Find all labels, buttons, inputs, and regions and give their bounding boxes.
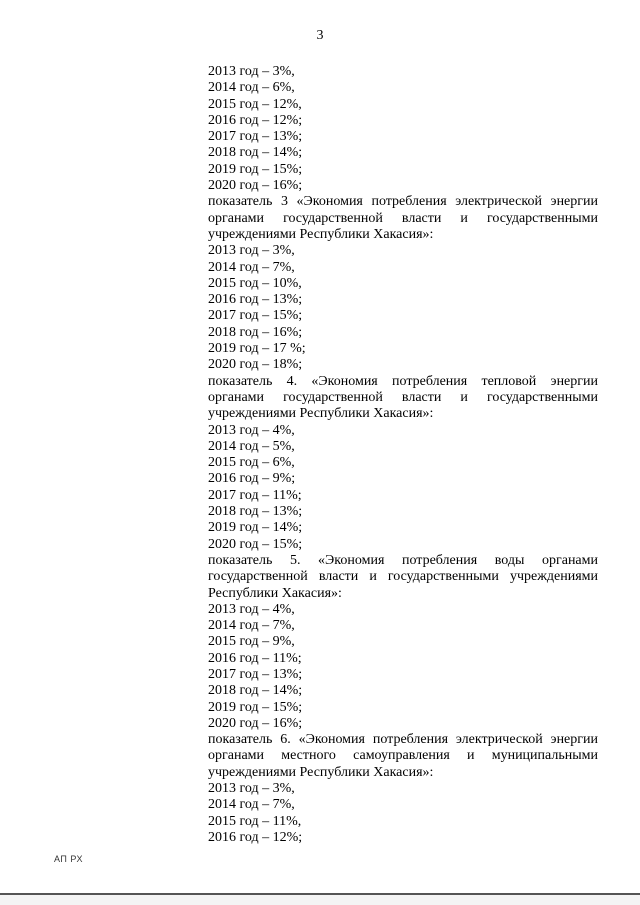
- year-value: 2013 год – 3%,: [208, 64, 295, 79]
- year-value: 2017 год – 13%;: [208, 666, 303, 682]
- year-value: 2014 год – 7%,: [208, 618, 295, 634]
- year-value: 2014 год – 6%,: [208, 80, 295, 96]
- paragraph-line: государственной власти и государственными учреждениями: [208, 569, 598, 585]
- paragraph-line: учреждениями Республики Хакасия»:: [208, 764, 434, 780]
- year-value: 2020 год – 16%;: [208, 178, 303, 194]
- paragraph-line: учреждениями Республики Хакасия»:: [208, 406, 434, 422]
- footer-mark: АП РХ: [54, 854, 83, 864]
- year-value: 2014 год – 7%,: [208, 259, 295, 275]
- paragraph-line: показатель 5. «Экономия потребления воды органами: [208, 552, 598, 568]
- year-value: 2016 год – 13%;: [208, 292, 303, 308]
- paragraph-line: показатель 3 «Экономия потребления электрической энергии: [208, 194, 598, 210]
- paragraph-line: показатель 6. «Экономия потребления электрической энергии: [208, 732, 598, 748]
- year-value: 2016 год – 9%;: [208, 471, 296, 487]
- indicator-6-heading: [208, 732, 598, 781]
- year-value: 2019 год – 17 %;: [208, 341, 306, 357]
- year-value: 2014 год – 7%,: [208, 797, 295, 813]
- page-bottom-strip: [0, 895, 640, 905]
- paragraph-line: органами местного самоуправления и муниципальными: [208, 748, 598, 764]
- year-value: 2013 год – 4%,: [208, 422, 295, 438]
- paragraph-line: органами государственной власти и государственными: [208, 210, 598, 226]
- indicator-3-heading: [208, 194, 598, 243]
- year-value: 2016 год – 12%;: [208, 829, 303, 845]
- year-value: 2016 год – 11%;: [208, 650, 302, 666]
- year-value: 2016 год – 12%;: [208, 112, 303, 128]
- document-body: [208, 64, 598, 846]
- year-values-list: [208, 64, 598, 194]
- year-value: 2015 год – 12%,: [208, 96, 302, 112]
- year-value: 2013 год – 4%,: [208, 601, 295, 617]
- year-value: 2019 год – 15%;: [208, 161, 303, 177]
- year-value: 2017 год – 11%;: [208, 487, 302, 503]
- year-value: 2017 год – 15%;: [208, 308, 303, 324]
- year-value: 2020 год – 18%;: [208, 357, 303, 373]
- paragraph-line: органами государственной власти и государственными: [208, 389, 598, 405]
- year-value: 2018 год – 13%;: [208, 504, 303, 520]
- year-value: 2015 год – 11%,: [208, 813, 302, 829]
- year-value: 2020 год – 15%;: [208, 536, 303, 552]
- indicator-5-values: [208, 602, 598, 732]
- paragraph-line: учреждениями Республики Хакасия»:: [208, 226, 434, 242]
- year-value: 2019 год – 14%;: [208, 520, 303, 536]
- year-value: 2018 год – 14%;: [208, 683, 303, 699]
- indicator-6-values: [208, 781, 598, 846]
- indicator-5-heading: [208, 553, 598, 602]
- year-value: 2015 год – 6%,: [208, 455, 295, 471]
- year-value: 2019 год – 15%;: [208, 699, 303, 715]
- paragraph-line: Республики Хакасия»:: [208, 585, 342, 601]
- year-value: 2017 год – 13%;: [208, 129, 303, 145]
- page-number: 3: [316, 28, 324, 43]
- year-value: 2015 год – 9%,: [208, 634, 295, 650]
- year-value: 2013 год – 3%,: [208, 243, 295, 259]
- year-value: 2015 год – 10%,: [208, 275, 302, 291]
- indicator-4-heading: [208, 374, 598, 423]
- paragraph-line: показатель 4. «Экономия потребления тепловой энергии: [208, 373, 598, 389]
- indicator-4-values: [208, 423, 598, 553]
- year-value: 2018 год – 16%;: [208, 324, 303, 340]
- year-value: 2020 год – 16%;: [208, 715, 303, 731]
- indicator-3-values: [208, 243, 598, 373]
- year-value: 2018 год – 14%;: [208, 145, 303, 161]
- year-value: 2014 год – 5%,: [208, 438, 295, 454]
- year-value: 2013 год – 3%,: [208, 781, 295, 797]
